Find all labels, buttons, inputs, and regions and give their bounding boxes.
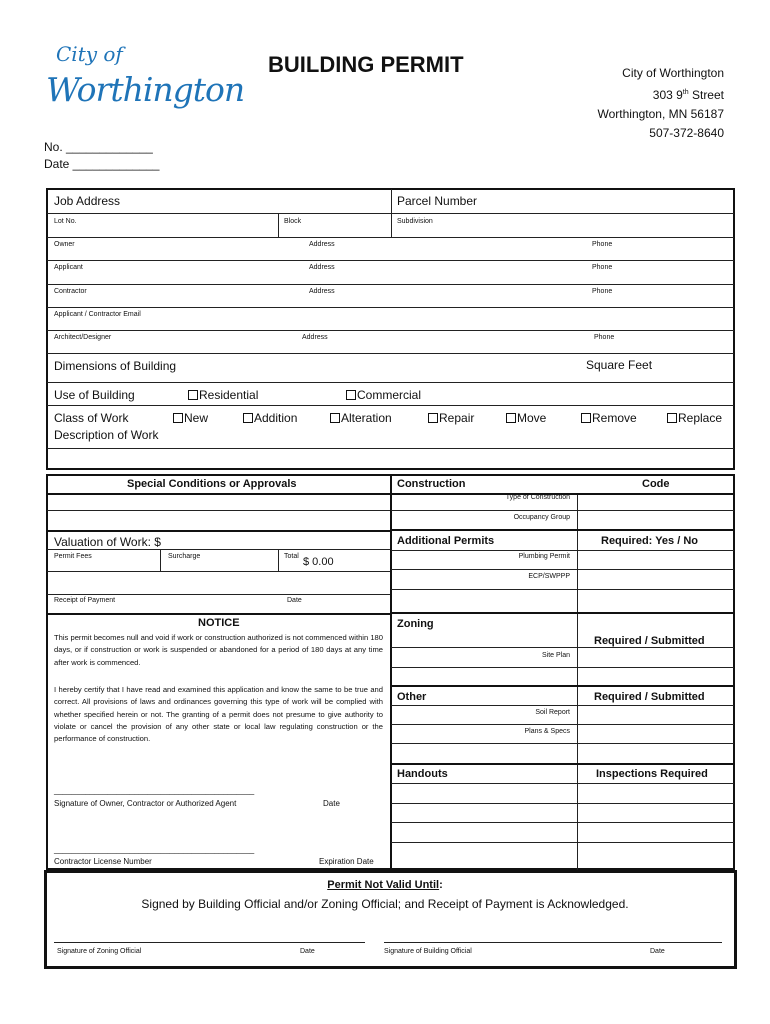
type-of-construction-label: Type of Construction [505, 494, 570, 501]
address-street: 303 9th Street [652, 88, 724, 102]
job-address-label: Job Address [54, 194, 121, 208]
class-of-work-label: Class of Work [54, 411, 129, 425]
zoning-date-label: Date [300, 948, 315, 955]
not-valid-text: Signed by Building Official and/or Zoning Official; and Receipt of Payment is Acknowledged. [141, 897, 629, 911]
commercial-checkbox[interactable]: Commercial [346, 388, 421, 402]
ecp-swppp-label: ECP/SWPPP [528, 573, 570, 580]
site-plan-label: Site Plan [541, 652, 570, 659]
parcel-number-label: Parcel Number [397, 194, 478, 208]
logo-line2: Worthington [46, 70, 245, 109]
page-title: BUILDING PERMIT [268, 52, 464, 77]
other-header: Other [397, 691, 427, 703]
block-label: Block [284, 218, 302, 225]
architect-label: Architect/Designer [54, 334, 112, 341]
new-checkbox[interactable]: New [173, 411, 208, 425]
notice-paragraph-1: This permit becomes null and void if work or construction authorized is not commenced within 180 days, or if construction or work is suspended or abandoned for a period of 180 days at any time after work is commenced. [54, 633, 383, 667]
dimensions-label: Dimensions of Building [54, 359, 177, 373]
contractor-label: Contractor [54, 288, 87, 295]
alteration-checkbox[interactable]: Alteration [330, 411, 392, 425]
not-valid-title: Permit Not Valid Until: [327, 879, 443, 891]
total-label: Total [284, 553, 299, 560]
permit-date[interactable]: Date _____________ [44, 157, 160, 171]
owner-address-label: Address [309, 241, 335, 248]
contractor-phone-label: Phone [592, 288, 613, 295]
residential-checkbox[interactable]: Residential [188, 388, 258, 402]
occupancy-group-label: Occupancy Group [513, 514, 570, 521]
expiration-date-label: Expiration Date [319, 857, 374, 866]
required-yes-no-header: Required: Yes / No [601, 535, 698, 547]
zoning-required-submitted: Required / Submitted [594, 635, 705, 647]
code-header: Code [642, 478, 670, 490]
remove-checkbox[interactable]: Remove [581, 411, 637, 425]
architect-address-label: Address [302, 334, 328, 341]
receipt-date-label: Date [287, 597, 302, 604]
other-required-submitted: Required / Submitted [594, 691, 705, 703]
address-city: City of Worthington [622, 66, 724, 80]
use-of-building-label: Use of Building [54, 388, 135, 402]
lot-no-label: Lot No. [54, 218, 77, 225]
repair-checkbox[interactable]: Repair [428, 411, 474, 425]
permit-fees-label: Permit Fees [54, 553, 92, 560]
additional-permits-header: Additional Permits [397, 535, 495, 547]
logo-line1: City of [56, 42, 123, 66]
total-value[interactable]: $ 0.00 [303, 556, 334, 568]
subdivision-label: Subdivision [397, 218, 433, 225]
city-logo [46, 42, 245, 132]
applicant-label: Applicant [54, 264, 83, 271]
building-date-label: Date [650, 948, 665, 955]
signature-label: Signature of Owner, Contractor or Authorized Agent [54, 799, 237, 808]
city-address [597, 64, 724, 143]
valuation-label: Valuation of Work: $ [54, 535, 161, 549]
contractor-address-label: Address [309, 288, 335, 295]
license-line[interactable]: _____________________________________________ [54, 845, 255, 854]
owner-phone-label: Phone [592, 241, 613, 248]
signature-line[interactable]: _____________________________________________ [54, 786, 255, 795]
plumbing-permit-label: Plumbing Permit [518, 553, 570, 560]
owner-label: Owner [54, 241, 75, 248]
address-citystate: Worthington, MN 56187 [597, 107, 724, 121]
description-label: Description of Work [54, 428, 159, 442]
soil-report-label: Soil Report [535, 709, 570, 716]
notice-header: NOTICE [198, 617, 240, 629]
contractor-email-label: Applicant / Contractor Email [54, 311, 141, 318]
zoning-signature-label: Signature of Zoning Official [57, 948, 142, 955]
building-signature-label: Signature of Building Official [384, 948, 472, 955]
zoning-header: Zoning [397, 618, 434, 630]
permit-number[interactable]: No. _____________ [44, 140, 153, 154]
address-phone: 507-372-8640 [649, 126, 724, 140]
license-label: Contractor License Number [54, 857, 152, 866]
architect-phone-label: Phone [594, 334, 615, 341]
plans-specs-label: Plans & Specs [524, 728, 570, 735]
applicant-address-label: Address [309, 264, 335, 271]
signature-date-label: Date [323, 799, 340, 808]
surcharge-label: Surcharge [168, 553, 201, 560]
addition-checkbox[interactable]: Addition [243, 411, 297, 425]
notice-paragraph-2: I hereby certify that I have read and examined this application and know the same to be true and correct. All provisions of laws and ordinances governing this type of work will be complied with whether specified herein or not. The granting of a permit does not presume to give authority to violate or cancel the provision of any other state or local law regulating construction or the performance of construction. [54, 685, 383, 744]
special-conditions-header: Special Conditions or Approvals [127, 478, 297, 490]
handouts-header: Handouts [397, 768, 448, 780]
construction-header: Construction [397, 478, 466, 490]
applicant-phone-label: Phone [592, 264, 613, 271]
move-checkbox[interactable]: Move [506, 411, 546, 425]
square-feet-label: Square Feet [586, 358, 653, 372]
inspections-required-header: Inspections Required [596, 768, 708, 780]
receipt-label: Receipt of Payment [54, 597, 116, 604]
replace-checkbox[interactable]: Replace [667, 411, 722, 425]
